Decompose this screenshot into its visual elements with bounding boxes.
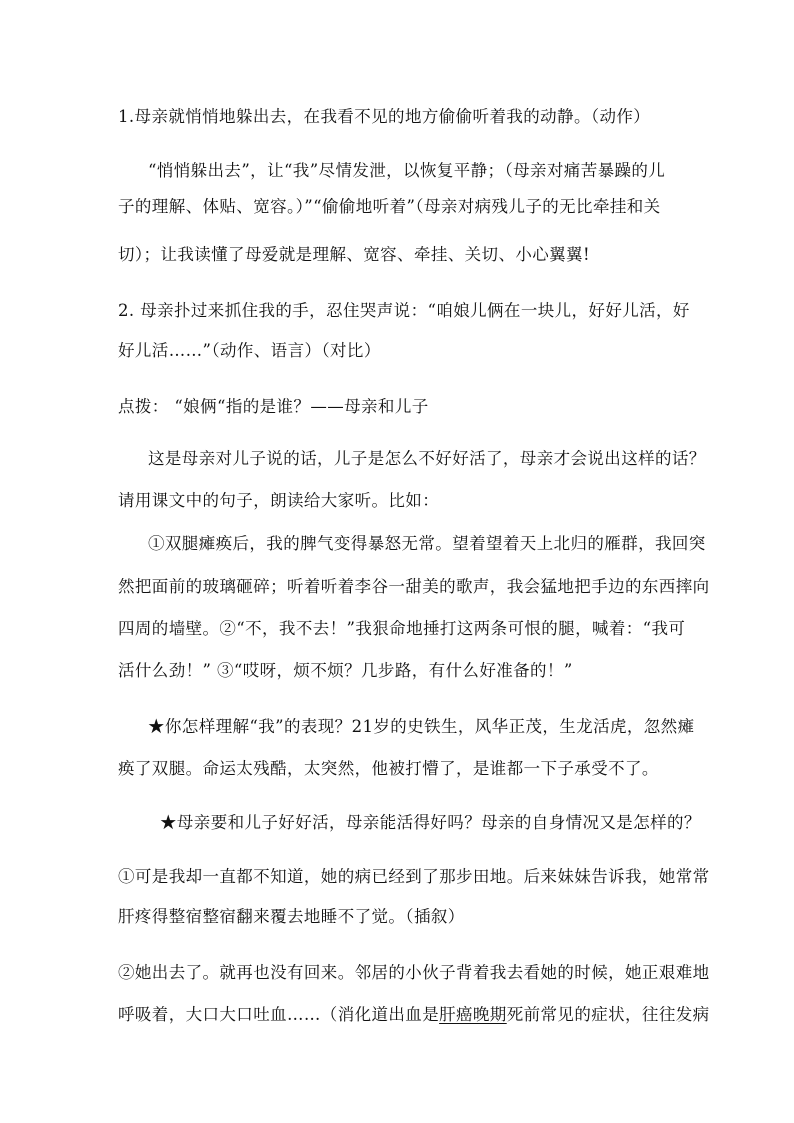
paragraph-6-line-4: 活什么劲！” ③“哎呀，烦不烦？几步路，有什么好准备的！” (118, 661, 573, 680)
paragraph-7-line-1: ★你怎样理解“我”的表现？21岁的史铁生，风华正茂，生龙活虎，忽然瘫 (148, 717, 695, 736)
paragraph-2-line-1: “悄悄躲出去”，让“我”尽情发泄，以恢复平静；（母亲对痛苦暴躁的儿 (148, 161, 666, 180)
underlined-term: 肝癌晚期 (439, 1005, 507, 1024)
paragraph-6-line-2: 然把面前的玻璃砸碎；听着听着李谷一甜美的歌声，我会猛地把手边的东西摔向 (118, 577, 710, 596)
paragraph-1: 1.母亲就悄悄地躲出去，在我看不见的地方偷偷听着我的动静。（动作） (118, 107, 651, 126)
paragraph-8: ★母亲要和儿子好好活，母亲能活得好吗？母亲的自身情况又是怎样的？ (160, 813, 701, 832)
paragraph-2-line-2: 子的理解、体贴、宽容。）”“偷偷地听着”（母亲对病残儿子的无比牵挂和关 (118, 197, 661, 216)
paragraph-3-line-1: 2. 母亲扑过来抓住我的手，忍住哭声说：“咱娘儿俩在一块儿，好好儿活，好 (118, 301, 690, 320)
paragraph-10-line-2-part-a: 呼吸着，大口大口吐血……（消化道出血是 (118, 1005, 440, 1024)
paragraph-2-line-3: 切）；让我读懂了母爱就是理解、宽容、牵挂、关切、小心翼翼! (118, 245, 590, 264)
paragraph-6-line-1: ①双腿瘫痪后，我的脾气变得暴怒无常。望着望着天上北归的雁群，我回突 (148, 534, 706, 553)
paragraph-4: 点拨： “娘俩“指的是谁？——母亲和儿子 (118, 397, 429, 416)
paragraph-10-line-2-part-c: 死前常见的症状，往往发病 (506, 1005, 710, 1024)
paragraph-5-line-1: 这是母亲对儿子说的话，儿子是怎么不好好活了，母亲才会说出这样的话？ (148, 449, 706, 468)
paragraph-6-line-3: 四周的墙壁。②“不，我不去！”我狠命地捶打这两条可恨的腿，喊着：“我可 (118, 619, 686, 638)
paragraph-9-line-1: ①可是我却一直都不知道，她的病已经到了那步田地。后来妹妹告诉我，她常常 (118, 867, 710, 886)
paragraph-5-line-2: 请用课文中的句子，朗读给大家听。比如： (118, 491, 440, 510)
paragraph-7-line-2: 痪了双腿。命运太残酷，太突然，他被打懵了，是谁都一下子承受不了。 (118, 759, 659, 778)
paragraph-10-line-1: ②她出去了。就再也没有回来。邻居的小伙子背着我去看她的时候，她正艰难地 (118, 963, 710, 982)
paragraph-9-line-2: 肝疼得整宿整宿翻来覆去地睡不了觉。（插叙） (118, 907, 465, 926)
paragraph-10-line-2 (118, 1004, 710, 1026)
paragraph-3-line-2: 好儿活……”（动作、语言）（对比） (118, 341, 381, 360)
